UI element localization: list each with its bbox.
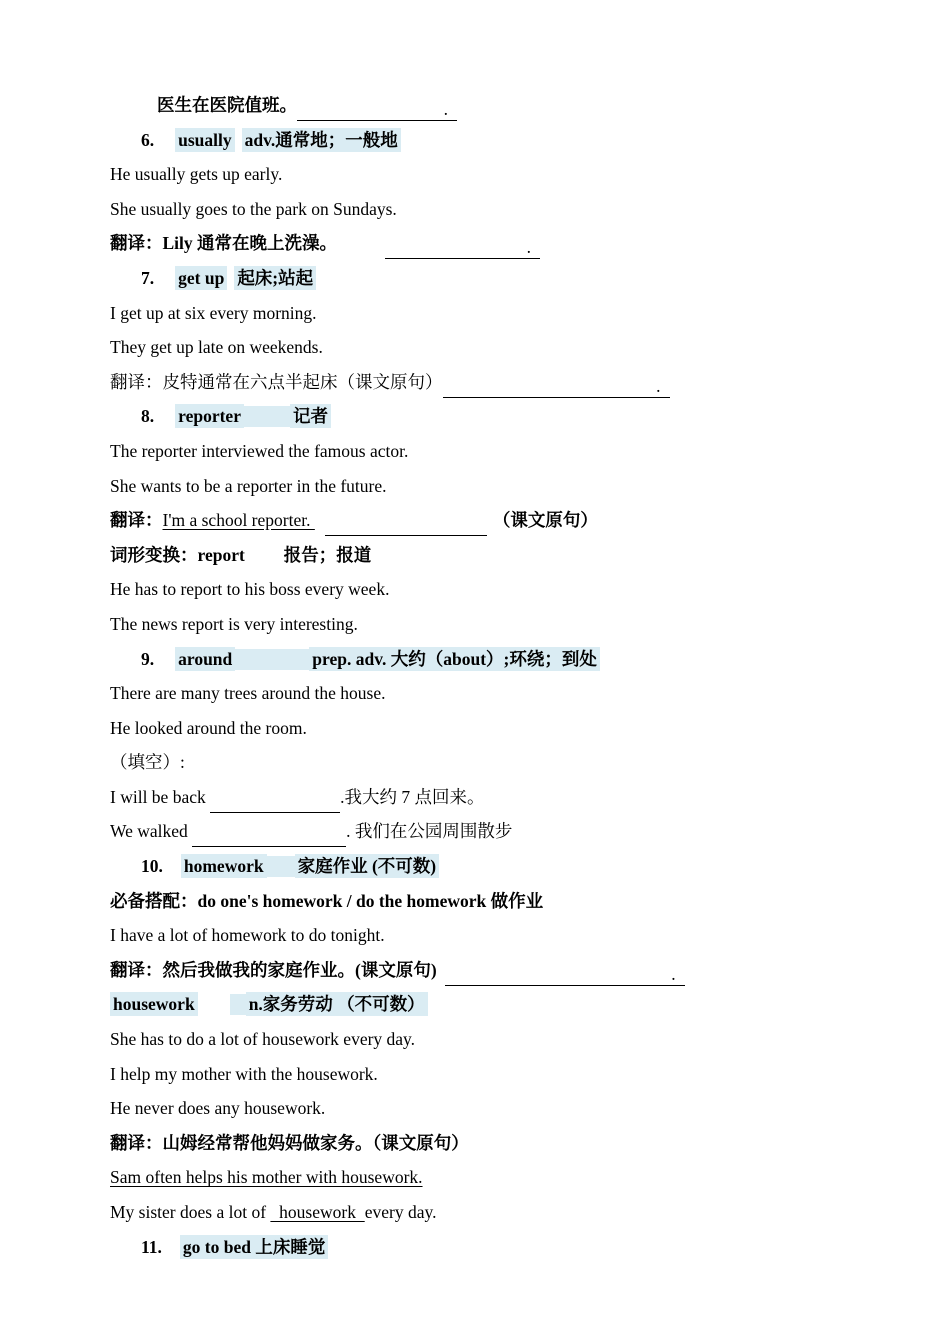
vocab-entry-8: [0, 399, 950, 434]
vocab-text: go to bed 上床睡觉: [180, 1235, 328, 1259]
vocab-text: prep. adv. 大约（about）;环绕；到处: [309, 647, 600, 671]
example-sentence: [0, 676, 950, 711]
entry5-translation-line: [0, 88, 950, 123]
example-sentence: [0, 192, 950, 227]
fill-blank[interactable]: .: [297, 101, 457, 121]
fill-blank[interactable]: [325, 516, 487, 536]
translation-line: [0, 953, 950, 988]
text-run: I'm a school reporter.: [162, 510, 315, 531]
vocab-text: usually: [175, 128, 235, 152]
vocab-entry-10: [0, 849, 950, 884]
text-run: 翻译：然后我做我的家庭作业。(课文原句): [110, 959, 437, 980]
spacer: [154, 130, 175, 151]
text-run: 7.: [141, 267, 155, 288]
spacer: [198, 994, 230, 1015]
translation-answer: [0, 1160, 950, 1195]
spacer: [437, 960, 445, 981]
example-sentence: [0, 434, 950, 469]
text-run: 报告；报道: [283, 544, 372, 565]
example-sentence: [0, 1022, 950, 1057]
text-run: 医生在医院值班。: [157, 95, 297, 115]
translation-line: [0, 1126, 950, 1161]
text-run: 11.: [141, 1236, 162, 1257]
spacer: [230, 994, 246, 1015]
vocab-text: homework: [181, 854, 267, 878]
fill-blank[interactable]: [192, 827, 346, 847]
text-run: The news report is very interesting.: [110, 613, 358, 634]
text-run: .我大约 7 点回来。: [340, 786, 485, 807]
example-sentence: [0, 918, 950, 953]
text-run: . 我们在公园周围散步: [346, 821, 513, 842]
vocab-entry-housework: [0, 987, 950, 1022]
spacer: [245, 545, 284, 566]
text-run: 8.: [141, 406, 155, 427]
example-sentence: [0, 607, 950, 642]
spacer: [162, 1237, 180, 1258]
vocab-text: 家庭作业 (不可数): [295, 854, 440, 878]
fill-in-sentence: [0, 780, 950, 815]
vocab-text: n.家务劳动 （不可数）: [246, 992, 428, 1016]
text-run: He usually gets up early.: [110, 164, 283, 185]
vocab-text: reporter: [175, 404, 244, 428]
spacer: [235, 130, 242, 151]
text-run: He never does any housework.: [110, 1098, 326, 1119]
text-run: every day.: [364, 1202, 437, 1222]
text-run: Sam often helps his mother with housework.: [110, 1167, 423, 1188]
translation-line: [0, 365, 950, 400]
text-run: She usually goes to the park on Sundays.: [110, 198, 397, 219]
text-run: We walked: [110, 821, 193, 842]
text-run: She wants to be a reporter in the future.: [110, 475, 387, 496]
vocab-text: around: [175, 647, 235, 671]
text-run: She has to do a lot of housework every day.: [110, 1029, 416, 1050]
text-run: 6.: [141, 129, 155, 150]
text-run: 翻译：Lily 通常在晚上洗澡。: [110, 233, 338, 254]
text-run: I will be back: [110, 786, 211, 807]
text-run: There are many trees around the house.: [110, 683, 386, 704]
text-run: They get up late on weekends.: [110, 337, 323, 358]
spacer: [154, 649, 175, 670]
spacer: [267, 856, 295, 877]
text-run: （填空）:: [110, 752, 185, 773]
text-run: 9.: [141, 648, 155, 669]
text-run: 10.: [141, 856, 163, 877]
vocab-entry-11: [0, 1230, 950, 1265]
spacer: [235, 649, 309, 670]
text-run: 词形变换：report: [110, 544, 245, 565]
spacer: [163, 856, 181, 877]
vocab-text: 记者: [290, 404, 331, 428]
text-run: I have a lot of homework to do tonight.: [110, 925, 385, 946]
fill-blank[interactable]: .: [445, 966, 685, 986]
fill-in-label: [0, 745, 950, 780]
translation-line: [0, 503, 950, 538]
word-form-line: [0, 538, 950, 573]
text-run: He looked around the room.: [110, 717, 307, 738]
vocab-entry-9: [0, 642, 950, 677]
spacer: [244, 406, 290, 427]
example-sentence: [0, 157, 950, 192]
example-sentence: [0, 1057, 950, 1092]
vocab-text: adv.通常地；一般地: [242, 128, 401, 152]
text-run: 必备搭配：do one's homework / do the homework 做作业: [110, 890, 544, 911]
vocab-text: get up: [175, 266, 227, 290]
fill-blank[interactable]: .: [443, 378, 670, 398]
example-sentence: [0, 330, 950, 365]
vocab-text: 起床;站起: [234, 266, 316, 290]
text-run: 翻译：: [110, 510, 163, 531]
example-sentence: [0, 572, 950, 607]
fill-blank[interactable]: [210, 793, 340, 813]
vocab-text: housework: [110, 992, 198, 1016]
text-run: I get up at six every morning.: [110, 302, 317, 323]
collocation-line: [0, 884, 950, 919]
example-sentence: [0, 469, 950, 504]
spacer: [154, 268, 175, 289]
spacer: [337, 233, 385, 254]
text-run: housework: [270, 1202, 365, 1222]
text-run: My sister does a lot of: [110, 1202, 271, 1222]
translation-line: [0, 226, 950, 261]
text-run: The reporter interviewed the famous actor.: [110, 440, 409, 461]
vocab-entry-7: [0, 261, 950, 296]
vocab-entry-6: [0, 123, 950, 158]
text-run: He has to report to his boss every week.: [110, 579, 390, 600]
text-run: I help my mother with the housework.: [110, 1063, 378, 1084]
example-sentence: [0, 1091, 950, 1126]
text-run: 翻译：山姆经常帮他妈妈做家务。（课文原句）: [110, 1132, 469, 1153]
spacer: [154, 406, 175, 427]
text-run: （课文原句）: [492, 510, 598, 531]
example-sentence: [0, 296, 950, 331]
text-run: 翻译：皮特通常在六点半起床（课文原句）: [110, 371, 443, 392]
fill-in-sentence: [0, 1195, 950, 1230]
fill-in-sentence: [0, 814, 950, 849]
fill-blank[interactable]: .: [385, 239, 540, 259]
spacer: [315, 510, 325, 531]
example-sentence: [0, 711, 950, 746]
